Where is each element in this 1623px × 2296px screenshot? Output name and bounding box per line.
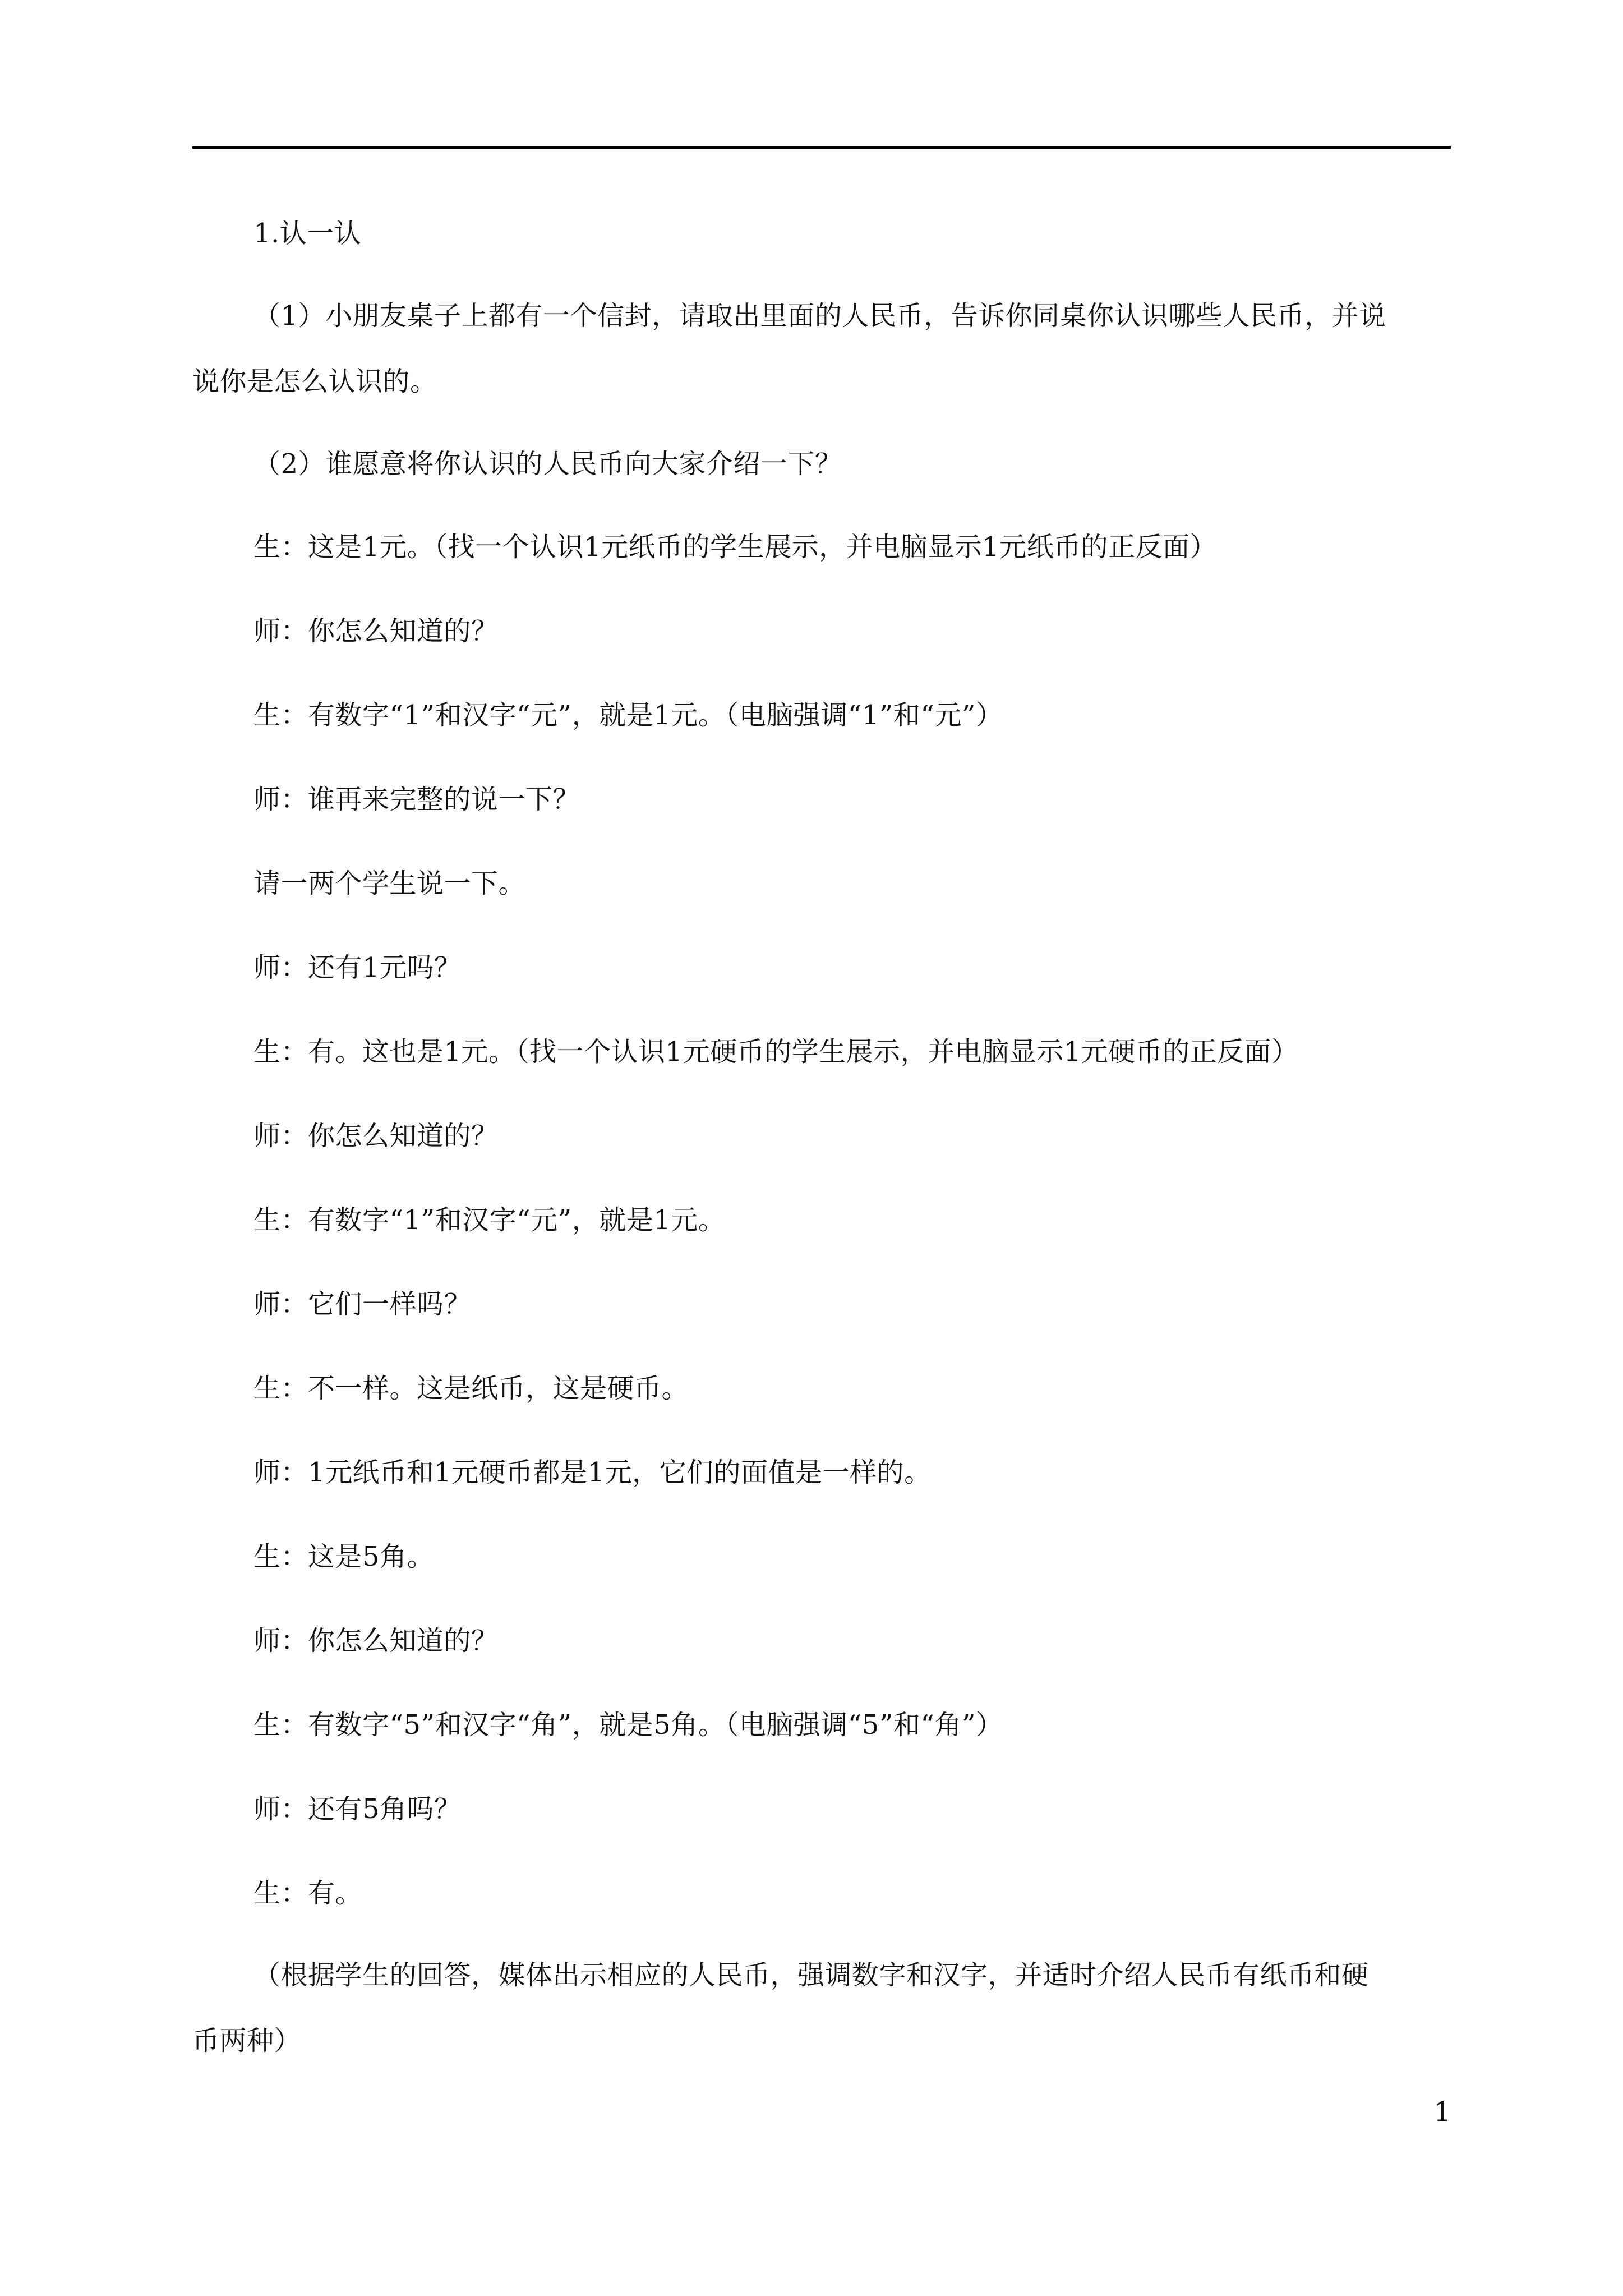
dialogue-line: 生：不一样。这是纸币，这是硬币。 — [253, 1373, 689, 1404]
closing-note-line-1: （根据学生的回答，媒体出示相应的人民币，强调数字和汉字，并适时介绍人民币有纸币和硬 — [253, 1959, 1369, 1991]
dialogue-line: 生：有数字“5”和汉字“角”，就是5角。（电脑强调“5”和“角”） — [253, 1709, 1003, 1741]
dialogue-line: 生：有。 — [253, 1878, 363, 1909]
dialogue-line: 师：谁再来完整的说一下？ — [253, 784, 580, 815]
dialogue-line: 师：还有5角吗？ — [253, 1793, 462, 1825]
paragraph-1-line-2: 说你是怎么认识的。 — [192, 366, 437, 397]
dialogue-line: 师：你怎么知道的？ — [253, 1625, 499, 1657]
dialogue-line: 生：这是5角。 — [253, 1541, 435, 1572]
paragraph-1-line-1: （1）小朋友桌子上都有一个信封，请取出里面的人民币，告诉你同桌你认识哪些人民币，并说 — [253, 300, 1386, 332]
dialogue-line: 师：还有1元吗？ — [253, 952, 462, 983]
dialogue-line: 生：有数字“1”和汉字“元”，就是1元。（电脑强调“1”和“元”） — [253, 700, 1003, 731]
dialogue-line: 生：有。这也是1元。（找一个认识1元硬币的学生展示，并电脑显示1元硬币的正反面） — [253, 1036, 1299, 1068]
dialogue-line: 师：1元纸币和1元硬币都是1元，它们的面值是一样的。 — [253, 1457, 932, 1488]
dialogue-line: 生：这是1元。（找一个认识1元纸币的学生展示，并电脑显示1元纸币的正反面） — [253, 531, 1218, 563]
dialogue-line: 生：有数字“1”和汉字“元”，就是1元。 — [253, 1204, 726, 1236]
closing-note-line-2: 币两种） — [192, 2025, 302, 2056]
dialogue-line: 师：你怎么知道的？ — [253, 1120, 499, 1152]
page-number: 1 — [1433, 2096, 1451, 2128]
paragraph-2: （2）谁愿意将你认识的人民币向大家介绍一下？ — [253, 448, 842, 480]
dialogue-line: 师：你怎么知道的？ — [253, 615, 499, 647]
section-heading: 1.认一认 — [253, 218, 362, 249]
dialogue-line: 师：它们一样吗？ — [253, 1289, 472, 1320]
dialogue-line: 请一两个学生说一下。 — [253, 868, 526, 899]
